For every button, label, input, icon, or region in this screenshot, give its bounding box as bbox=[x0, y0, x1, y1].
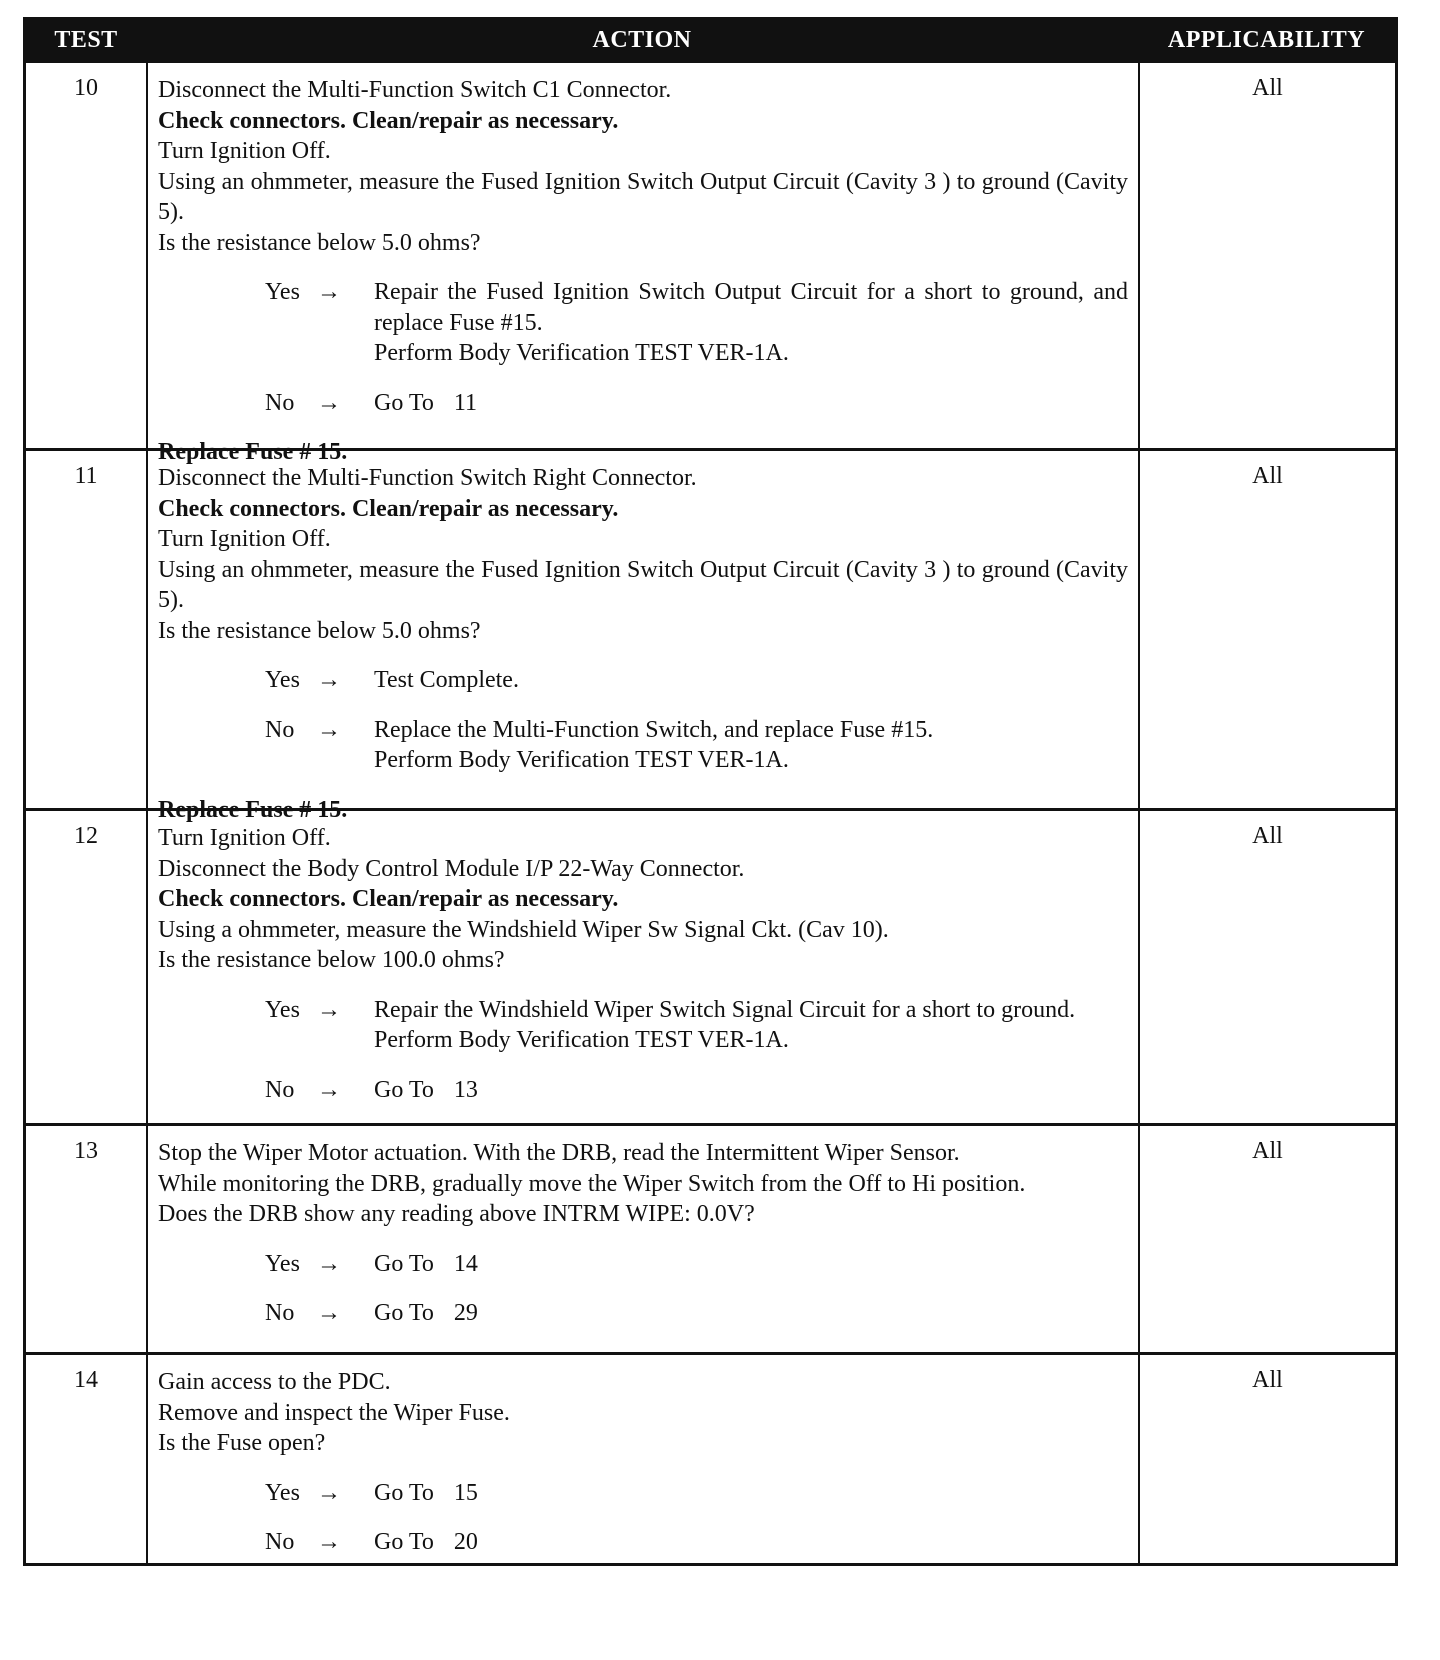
applicability-value: All bbox=[1252, 1138, 1283, 1164]
no-result bbox=[374, 1075, 1128, 1106]
test-number: 13 bbox=[26, 1126, 148, 1352]
no-branch bbox=[265, 1527, 1128, 1558]
action-cell bbox=[148, 1126, 1140, 1352]
arrow-icon: → bbox=[317, 1529, 341, 1555]
step-text: Is the resistance below 100.0 ohms? bbox=[158, 947, 505, 973]
step-text: Check connectors. Clean/repair as necessary. bbox=[158, 107, 619, 134]
no-label: No bbox=[265, 1076, 295, 1103]
goto-number: 20 bbox=[453, 1529, 478, 1555]
no-result-text: Perform Body Verification TEST VER-1A. bbox=[374, 747, 789, 773]
header-applicability: APPLICABILITY bbox=[1167, 26, 1366, 53]
no-branch bbox=[265, 715, 1128, 776]
header-action: ACTION bbox=[592, 26, 692, 53]
step-text: Disconnect the Multi-Function Switch Right Connector. bbox=[158, 465, 697, 491]
step-text: Using a ohmmeter, measure the Windshield Wiper Sw Signal Ckt. (Cav 10). bbox=[158, 916, 889, 943]
step-text: Is the resistance below 5.0 ohms? bbox=[158, 229, 481, 256]
goto-number: 13 bbox=[453, 1076, 478, 1103]
arrow-icon: → bbox=[317, 1250, 341, 1277]
yes-label: Yes bbox=[265, 1250, 300, 1277]
yes-result bbox=[374, 1478, 1128, 1509]
yes-label: Yes bbox=[265, 279, 300, 305]
no-result bbox=[374, 715, 1128, 776]
step-text: While monitoring the DRB, gradually move the Wiper Switch from the Off to Hi position. bbox=[158, 1170, 1026, 1197]
table-header bbox=[26, 20, 1395, 60]
no-branch bbox=[265, 388, 1128, 419]
no-result bbox=[374, 1527, 1128, 1558]
goto-text: Go To bbox=[374, 389, 434, 416]
goto-number: 15 bbox=[453, 1479, 478, 1506]
action-cell bbox=[148, 1355, 1140, 1563]
action-cell bbox=[148, 811, 1140, 1123]
applicability-value: All bbox=[1252, 75, 1283, 101]
table-row bbox=[26, 808, 1395, 1123]
no-label: No bbox=[265, 1529, 295, 1555]
yes-result-text: Repair the Windshield Wiper Switch Signal Circuit for a short to ground. bbox=[374, 996, 1076, 1023]
step-text: Disconnect the Multi-Function Switch C1 Connector. bbox=[158, 77, 672, 103]
no-branch bbox=[265, 1075, 1128, 1106]
table-row bbox=[26, 60, 1395, 465]
header-test: TEST bbox=[54, 26, 118, 53]
goto-number: 11 bbox=[453, 389, 477, 416]
table-row bbox=[26, 448, 1395, 823]
yes-branch bbox=[265, 995, 1128, 1056]
applicability-value: All bbox=[1252, 463, 1283, 489]
action-cell bbox=[148, 451, 1140, 823]
test-number: 14 bbox=[26, 1355, 148, 1563]
no-label: No bbox=[265, 716, 295, 743]
arrow-icon: → bbox=[317, 389, 341, 416]
table-row bbox=[26, 1123, 1395, 1352]
step-text: Does the DRB show any reading above INTRM WIPE: 0.0V? bbox=[158, 1201, 755, 1227]
no-result-text: Replace the Multi-Function Switch, and replace Fuse #15. bbox=[374, 716, 934, 743]
yes-result-text: Perform Body Verification TEST VER-1A. bbox=[374, 1027, 789, 1053]
step-text: Using an ohmmeter, measure the Fused Ignition Switch Output Circuit (Cavity 3 ) to ground (Cavity 5). bbox=[158, 168, 1128, 225]
final-instruction: Replace Fuse # 15. bbox=[158, 796, 348, 823]
step-text: Check connectors. Clean/repair as necessary. bbox=[158, 495, 619, 522]
yes-branch bbox=[265, 1249, 1128, 1280]
arrow-icon: → bbox=[317, 716, 341, 743]
goto-text: Go To bbox=[374, 1250, 434, 1277]
step-text: Check connectors. Clean/repair as necessary. bbox=[158, 886, 619, 912]
test-number: 10 bbox=[26, 63, 148, 448]
no-label: No bbox=[265, 1300, 295, 1326]
diagnostic-test-table bbox=[23, 17, 1398, 1566]
no-result bbox=[374, 1298, 1128, 1329]
step-text: Is the Fuse open? bbox=[158, 1430, 326, 1456]
step-text: Disconnect the Body Control Module I/P 22-Way Connector. bbox=[158, 855, 745, 882]
yes-label: Yes bbox=[265, 667, 300, 693]
goto-number: 14 bbox=[453, 1250, 478, 1277]
yes-result bbox=[374, 277, 1128, 369]
yes-branch bbox=[265, 665, 1128, 696]
no-label: No bbox=[265, 389, 295, 416]
step-text: Using an ohmmeter, measure the Fused Ignition Switch Output Circuit (Cavity 3 ) to ground (Cavity 5). bbox=[158, 556, 1128, 613]
step-text: Is the resistance below 5.0 ohms? bbox=[158, 617, 481, 644]
step-text: Stop the Wiper Motor actuation. With the DRB, read the Intermittent Wiper Sensor. bbox=[158, 1140, 960, 1166]
applicability-value: All bbox=[1252, 1367, 1283, 1393]
table-row bbox=[26, 1352, 1395, 1563]
no-branch bbox=[265, 1298, 1128, 1329]
arrow-icon: → bbox=[317, 1076, 341, 1103]
step-text: Turn Ignition Off. bbox=[158, 825, 331, 851]
yes-label: Yes bbox=[265, 996, 300, 1023]
applicability-value: All bbox=[1252, 823, 1283, 849]
yes-branch bbox=[265, 1478, 1128, 1509]
action-cell bbox=[148, 63, 1140, 465]
yes-result bbox=[374, 995, 1128, 1056]
test-number: 12 bbox=[26, 811, 148, 1123]
goto-text: Go To bbox=[374, 1076, 434, 1103]
no-result bbox=[374, 388, 1128, 419]
arrow-icon: → bbox=[317, 1300, 341, 1326]
yes-label: Yes bbox=[265, 1479, 300, 1506]
step-text: Turn Ignition Off. bbox=[158, 526, 331, 552]
goto-number: 29 bbox=[453, 1300, 478, 1326]
yes-result-text: Perform Body Verification TEST VER-1A. bbox=[374, 340, 789, 366]
yes-result bbox=[374, 1249, 1128, 1280]
step-text: Gain access to the PDC. bbox=[158, 1369, 391, 1395]
arrow-icon: → bbox=[317, 279, 341, 305]
test-number: 11 bbox=[26, 451, 148, 808]
goto-text: Go To bbox=[374, 1479, 434, 1506]
goto-text: Go To bbox=[374, 1529, 434, 1555]
final-instruction: Replace Fuse # 15. bbox=[158, 439, 348, 465]
step-text: Remove and inspect the Wiper Fuse. bbox=[158, 1399, 510, 1426]
yes-result-text: Repair the Fused Ignition Switch Output Circuit for a short to ground, and replace Fuse #15. bbox=[374, 279, 1128, 336]
arrow-icon: → bbox=[317, 996, 341, 1023]
yes-result: Test Complete. bbox=[374, 667, 519, 693]
arrow-icon: → bbox=[317, 667, 341, 693]
yes-branch bbox=[265, 277, 1128, 369]
step-text: Turn Ignition Off. bbox=[158, 138, 331, 164]
arrow-icon: → bbox=[317, 1479, 341, 1506]
goto-text: Go To bbox=[374, 1300, 434, 1326]
